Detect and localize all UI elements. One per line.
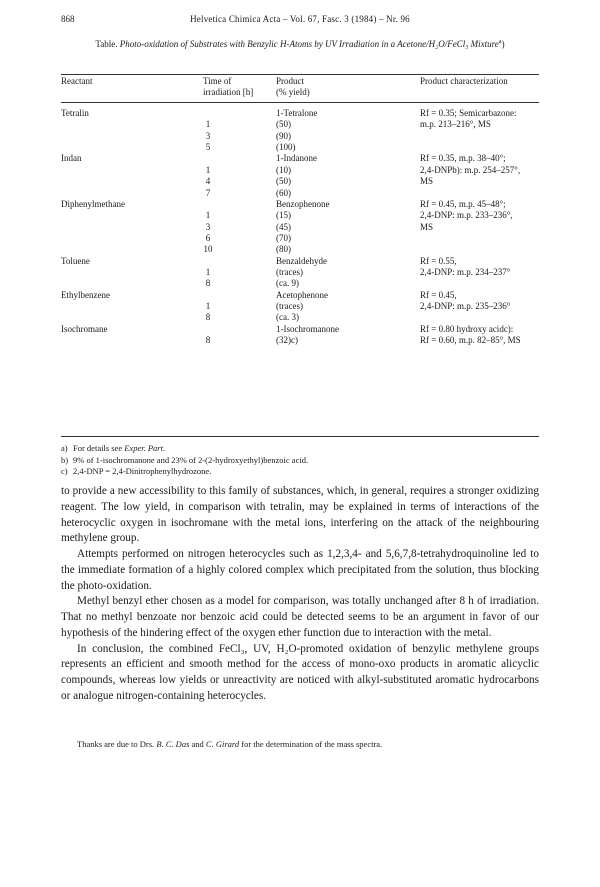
cell-time: 5 — [205, 142, 211, 153]
table-row — [61, 278, 539, 289]
table-row — [61, 335, 539, 346]
cell-product: (traces) — [276, 301, 303, 312]
col-header-time-line1: Time of — [203, 76, 232, 86]
cell-reactant: Indan — [61, 153, 82, 164]
col-header-time-line2: irradiation [h] — [203, 87, 254, 97]
cell-characterization: Rf = 0.60, m.p. 82–85°, MS — [420, 335, 521, 346]
paragraph-2: Attempts performed on nitrogen heterocycles such as 1,2,3,4- and 5,6,7,8-tetrahydroquinoline led to the immediate formation of a highly colored complex which precipitated from the solution, thus blocking the photo-oxidation. — [61, 548, 539, 592]
cell-product: Acetophenone — [276, 289, 328, 300]
cell-time: 1 — [205, 301, 211, 312]
table-body — [61, 108, 539, 347]
footnote-mark: a) — [61, 443, 68, 453]
cell-characterization: Rf = 0.80 hydroxy acidc): — [420, 323, 514, 334]
cell-time: 1 — [205, 119, 211, 130]
table-caption-text: Photo-oxidation of Substrates with Benzylic H-Atoms by UV Irradiation in a Acetone/H₂O/FeCl₃ Mixture — [119, 39, 499, 49]
cell-product: (50) — [276, 176, 291, 187]
table-bottom-rule — [61, 436, 539, 437]
table-row — [61, 244, 539, 255]
cell-product: (60) — [276, 187, 291, 198]
cell-time: 4 — [205, 176, 211, 187]
thanks-pre: Thanks are due to Drs. — [77, 739, 157, 749]
body-text — [61, 484, 539, 705]
cell-time: 3 — [205, 130, 211, 141]
table-row — [61, 188, 539, 199]
cell-reactant: Tetralin — [61, 108, 89, 118]
table-footnotes — [61, 443, 539, 478]
cell-product: (10) — [276, 164, 291, 175]
cell-characterization: Rf = 0.55, — [420, 255, 457, 266]
table-caption — [61, 38, 539, 50]
table-row — [61, 222, 539, 233]
table-row — [61, 142, 539, 153]
footnote-mark: b) — [61, 454, 69, 465]
cell-product: Benzophenone — [276, 198, 330, 209]
cell-characterization: 2,4-DNP: m.p. 233–236°, — [420, 210, 513, 221]
table-top-rule — [61, 74, 539, 75]
footnote — [61, 455, 539, 467]
footnote-text-main: 9% of 1-isochromanone and 23% of 2-(2-hydroxyethyl)benzoic acid. — [73, 454, 309, 465]
cell-time: 10 — [203, 244, 213, 255]
footnote-text-main: For details see — [73, 443, 125, 453]
table-row — [61, 176, 539, 187]
table-row — [61, 108, 539, 119]
cell-product: (50) — [276, 119, 291, 130]
cell-time: 1 — [205, 210, 211, 221]
thanks-name-girard: C. Girard — [205, 739, 240, 749]
col-header-characterization: Product characterization — [420, 76, 508, 86]
footnote-text — [73, 443, 165, 455]
table-row — [61, 290, 539, 301]
col-header-reactant: Reactant — [61, 76, 93, 86]
cell-time: 6 — [205, 232, 211, 243]
cell-characterization: Rf = 0.35, m.p. 38–40°; — [420, 153, 506, 164]
cell-product: (70) — [276, 232, 291, 243]
cell-characterization: 2,4-DNP: m.p. 235–236° — [420, 301, 511, 312]
cell-characterization: 2,4-DNPb): m.p. 254–257°, — [420, 164, 521, 175]
cell-product: (traces) — [276, 267, 303, 278]
footnote-text — [73, 455, 308, 467]
table-row — [61, 324, 539, 335]
thanks-post: for the determination of the mass spectra. — [239, 739, 383, 749]
table-row — [61, 210, 539, 221]
page-number: 868 — [61, 14, 75, 24]
cell-product: (15) — [276, 210, 291, 221]
cell-reactant: Isochromane — [61, 323, 108, 334]
table-row — [61, 312, 539, 323]
paragraph-1: to provide a new accessibility to this family of substances, which, in general, requires a stronger oxidizing reagent. The low yield, in comparison with tetralin, may be explained in terms of interactions of the heterocyclic oxygen in isochromane with the metal ions, interfering on the attack of the neighbouring methylene group. — [61, 485, 539, 545]
col-header-product — [276, 76, 310, 98]
cell-characterization: Rf = 0.45, m.p. 45–48°; — [420, 198, 506, 209]
cell-characterization: Rf = 0.35; Semicarbazone: — [420, 108, 517, 118]
cell-reactant: Ethylbenzene — [61, 289, 110, 300]
cell-product: (ca. 3) — [276, 312, 299, 323]
table-caption-end: ) — [501, 39, 505, 49]
footnote — [61, 466, 539, 478]
cell-product: 1-Indanone — [276, 153, 317, 164]
table-row — [61, 301, 539, 312]
cell-reactant: Toluene — [61, 255, 90, 266]
table-caption-footnote-mark: a — [498, 38, 502, 45]
cell-product: (32)c) — [276, 335, 298, 346]
col-header-time — [203, 76, 253, 98]
cell-product: 1-Tetralone — [276, 108, 318, 118]
cell-characterization: Rf = 0.45, — [420, 289, 457, 300]
table-caption-label: Table. — [95, 39, 118, 49]
footnote-text-main: 2,4-DNP = 2,4-Dinitrophenylhydrozone. — [73, 466, 212, 476]
cell-product: (ca. 9) — [276, 278, 299, 289]
journal-title: Helvetica Chimica Acta – Vol. 67, Fasc. 3 (1984) – Nr. 96 — [190, 14, 410, 24]
paragraph-3: Methyl benzyl ether chosen as a model for comparison, was totally unchanged after 8 h of irradiation. That no methyl benzoate nor benzoic acid could be detected seems to be an argument in favor of our hypothesis of the hindering effect of the oxygen ether function due to interaction with the metal. — [61, 595, 539, 639]
footnote-mark: c) — [61, 466, 68, 476]
cell-characterization: m.p. 213–216°, MS — [420, 119, 491, 130]
cell-reactant: Diphenylmethane — [61, 198, 125, 209]
cell-time: 8 — [205, 335, 211, 346]
cell-time: 8 — [205, 278, 211, 289]
cell-product: Benzaldehyde — [276, 255, 327, 266]
footnote — [61, 443, 539, 455]
thanks-name-das: B. C. Das — [156, 739, 190, 749]
cell-time: 1 — [205, 267, 211, 278]
table-row — [61, 233, 539, 244]
cell-product: (80) — [276, 244, 291, 255]
table-row — [61, 153, 539, 164]
footnote-text — [73, 466, 211, 478]
col-header-product-line1: Product — [276, 76, 304, 86]
cell-characterization: MS — [420, 221, 434, 232]
thanks-mid: and — [189, 739, 206, 749]
footnote-text-italic: Exper. Part. — [124, 443, 166, 453]
cell-time: 3 — [205, 221, 211, 232]
table-row — [61, 267, 539, 278]
cell-product: (45) — [276, 221, 291, 232]
cell-product: (100) — [276, 142, 296, 153]
acknowledgements — [77, 739, 539, 750]
table-row — [61, 199, 539, 210]
cell-product: (90) — [276, 130, 291, 141]
paragraph-4: In conclusion, the combined FeCl₃, UV, H₂O-promoted oxidation of benzylic methylene groups represents an efficient and smooth method for the access of mono-oxo products in aromatic alicyclic compounds, whereas low yields or unreactivity are noticed with alkyl-substituted aromatic hydrocarbons or analogue nitrogen-containing heterocycles. — [61, 642, 539, 702]
cell-time: 1 — [205, 164, 211, 175]
cell-time: 7 — [205, 187, 211, 198]
col-header-product-line2: (% yield) — [276, 87, 310, 97]
table-row — [61, 165, 539, 176]
table-header-rule — [61, 102, 539, 103]
cell-product: 1-Isochromanone — [276, 323, 339, 334]
table-row — [61, 256, 539, 267]
cell-characterization: MS — [420, 176, 434, 187]
cell-time: 8 — [205, 312, 211, 323]
table-row — [61, 119, 539, 130]
cell-characterization: 2,4-DNP: m.p. 234–237° — [420, 267, 511, 278]
table-row — [61, 131, 539, 142]
